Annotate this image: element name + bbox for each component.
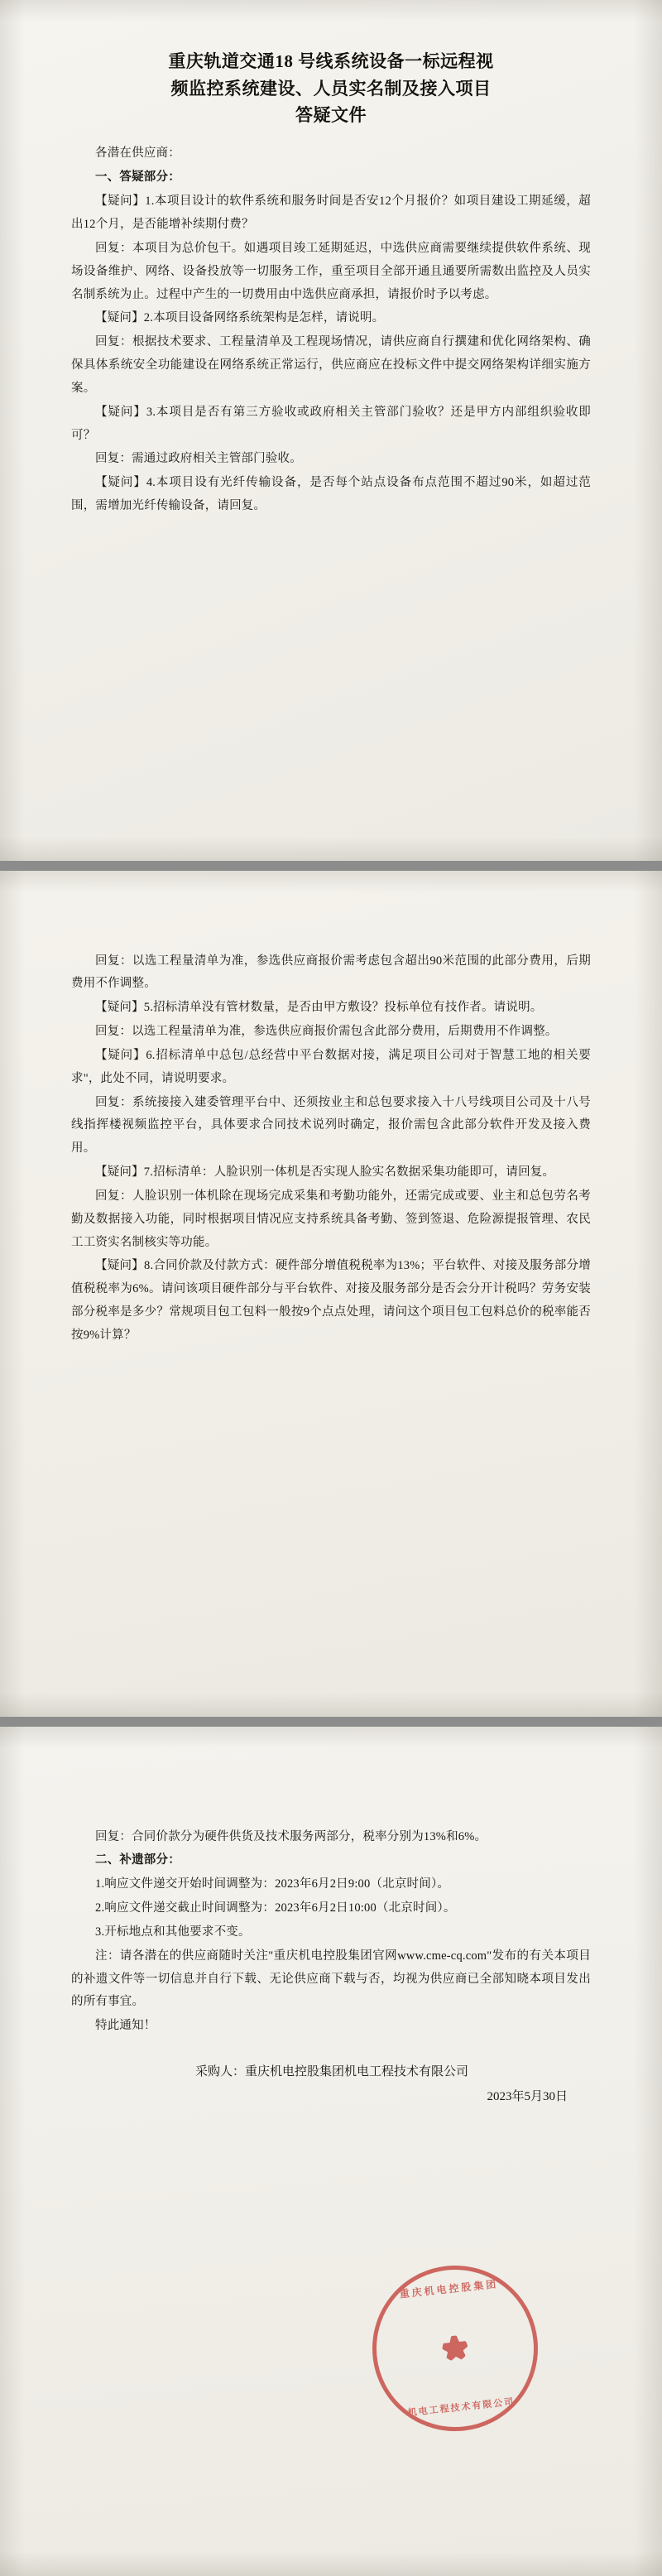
answer-7: 回复：人脸识别一体机除在现场完成采集和考勤功能外，还需完成或要、业主和总包劳名考勤及数据接入功能，同时根据项目情况应支持系统具备考勤、签到签退、危险源提报管理、农民工工资实名制核实等功能。 — [71, 1189, 591, 1249]
answer-6: 回复：系统接接入建委管理平台中、还须按业主和总包要求接入十八号线项目公司及十八号线指挥楼视频监控平台，具体要求合同技术说列时确定，报价需包含此部分软件开发及接入费用。 — [71, 1095, 591, 1156]
closing-notice: 特此通知！ — [95, 2019, 156, 2033]
buyer-name: 重庆机电控股集团机电工程技术有限公司 — [245, 2065, 469, 2079]
seal-bottom-text: 机电工程技术有限公司 — [407, 2396, 516, 2419]
question-3: 【疑问】3.本项目是否有第三方验收或政府相关主管部门验收？还是甲方内部组织验收即可？ — [71, 405, 591, 442]
buyer-line — [71, 2059, 568, 2084]
question-8: 【疑问】8.合同价款及付款方式：硬件部分增值税税率为13%；平台软件、对接及服务部分增值税税率为6%。请问该项目硬件部分与平台软件、对接及服务部分是否会分开计税吗？劳务安装部分税率是多少？常规项目包工包料一般按9个点点处理，请问这个项目包工包料总价的税率能否按9%计算？ — [71, 1259, 591, 1342]
seal-top-text: 重庆机电控股集团 — [399, 2278, 499, 2300]
addendum-item-3: 3.开标地点和其他要求不变。 — [95, 1925, 251, 1939]
answer-3: 回复：需通过政府相关主管部门验收。 — [95, 452, 302, 466]
signature-block — [71, 2059, 591, 2109]
page-bottom-shadow — [0, 836, 662, 861]
answer-1: 回复：本项目为总价包干。如遇项目竣工延期延迟，中选供应商需要继续提供软件系统、现场设备维护、网络、设备投放等一切服务工作，重至项目全部开通且通要所需数出监控及人员实名制系统为止。过程中产生的一切费用由中选供应商承担，请报价时予以考虑。 — [71, 241, 591, 301]
page-left-shadow — [0, 1727, 25, 2576]
question-7: 【疑问】7.招标清单：人脸识别一体机是否实现人脸实名数据采集功能即可，请回复。 — [95, 1165, 555, 1180]
buyer-label: 采购人： — [195, 2065, 246, 2079]
page-right-shadow — [634, 871, 662, 1717]
salutation: 各潜在供应商： — [95, 146, 180, 160]
document-page-3 — [0, 1727, 662, 2576]
addendum-item-2: 2.响应文件递交截止时间调整为：2023年6月2日10:00（北京时间）。 — [95, 1901, 456, 1915]
section-2-heading: 二、补遗部分： — [95, 1853, 180, 1867]
page-right-shadow — [634, 1727, 662, 2576]
question-6: 【疑问】6.招标清单中总包/总经营中平台数据对接，满足项目公司对于智慧工地的相关要求"，此处不同，请说明要求。 — [71, 1048, 591, 1085]
title-line-2: 频监控系统建设、人员实名制及接入项目 — [170, 78, 492, 99]
addendum-item-1: 1.响应文件递交开始时间调整为：2023年6月2日9:00（北京时间）。 — [95, 1877, 450, 1891]
question-1: 【疑问】1.本项目设计的软件系统和服务时间是否安12个月报价？如项目建设工期延缓，超出12个月，是否能增补续期付费？ — [71, 195, 591, 232]
answer-8: 回复：合同价款分为硬件供货及技术服务两部分，税率分别为13%和6%。 — [95, 1829, 487, 1843]
question-2: 【疑问】2.本项目设备网络系统架构是怎样，请说明。 — [95, 311, 385, 325]
page-left-shadow — [0, 871, 25, 1717]
page-bottom-shadow — [0, 1692, 662, 1717]
page-separator-1 — [0, 861, 662, 871]
question-5: 【疑问】5.招标清单没有管材数量，是否由甲方敷设？投标单位有技作者。请说明。 — [95, 1001, 543, 1015]
answer-2: 回复：根据技术要求、工程量清单及工程现场情况，请供应商自行撰建和优化网络架构、确保具体系统安全功能建设在网络系统正常运行，供应商应在投标文件中提交网络架构详细实施方案。 — [71, 335, 591, 395]
answer-4: 回复：以选工程量清单为准，参选供应商报价需考虑包含超出90米范围的此部分费用，后期费用不作调整。 — [71, 954, 591, 991]
page-right-shadow — [634, 0, 662, 861]
page-top-shadow — [0, 871, 662, 892]
page-separator-2 — [0, 1717, 662, 1727]
page-3-body — [71, 1826, 591, 2038]
page-2-body — [71, 950, 591, 1348]
page-left-shadow — [0, 0, 25, 861]
page-top-shadow — [0, 0, 662, 22]
page-top-shadow — [0, 1727, 662, 1748]
document-page-2 — [0, 871, 662, 1717]
title-line-1: 重庆轨道交通18 号线系统设备一标远程视 — [168, 51, 494, 71]
document-title — [71, 48, 591, 129]
page-bottom-shadow — [0, 2551, 662, 2576]
addendum-note: 注：请各潜在的供应商随时关注"重庆机电控股集团官网www.cme-cq.com"发布的有关本项目的补遗文件等一切信息并自行下载、无论供应商下载与否，均视为供应商已全部知晓本项目发出的所有事宜。 — [71, 1949, 591, 2009]
signature-date: 2023年5月30日 — [487, 2090, 568, 2104]
title-line-3: 答疑文件 — [295, 105, 367, 126]
official-seal-stamp — [364, 2257, 546, 2439]
section-1-heading: 一、答疑部分： — [95, 171, 180, 185]
answer-5: 回复：以选工程量清单为准，参选供应商报价需包含此部分费用，后期费用不作调整。 — [95, 1025, 558, 1039]
page-1-body — [71, 142, 591, 518]
document-page-1 — [0, 0, 662, 861]
question-4: 【疑问】4.本项目设有光纤传输设备，是否每个站点设备布点范围不超过90米，如超过范围，需增加光纤传输设备，请回复。 — [71, 476, 591, 513]
